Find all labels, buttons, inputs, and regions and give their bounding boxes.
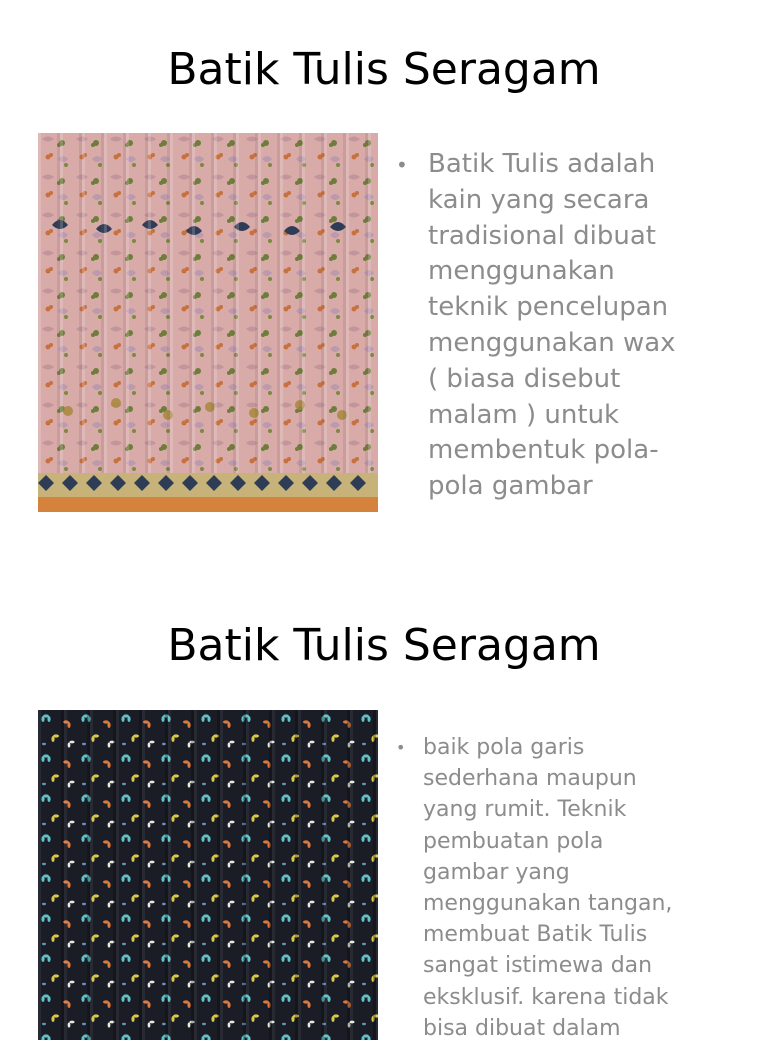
bullet-text: baik pola garis sederhana maupun yang rumit. Teknik pembuatan pola gambar yang menggunakan tangan, membuat Batik Tulis sangat istimewa dan eksklusif. karena tidak bisa dibuat dalam <box>423 735 673 1041</box>
bullet-point <box>396 147 736 505</box>
bullet-point <box>396 732 746 1044</box>
slide-2 <box>0 576 768 1041</box>
bullet-dot-icon: • <box>396 153 408 177</box>
dark-floral-batik-photo <box>38 710 378 1040</box>
slide-title: Batik Tulis Seragam <box>167 44 601 95</box>
pink-batik-photo <box>38 133 378 512</box>
bullet-text: Batik Tulis adalah kain yang secara tradisional dibuat menggunakan teknik pencelupan menggunakan wax ( biasa disebut malam ) untuk membentuk pola- pola gambar <box>428 149 676 502</box>
slide-title: Batik Tulis Seragam <box>167 620 601 671</box>
bullet-dot-icon: • <box>396 738 406 757</box>
